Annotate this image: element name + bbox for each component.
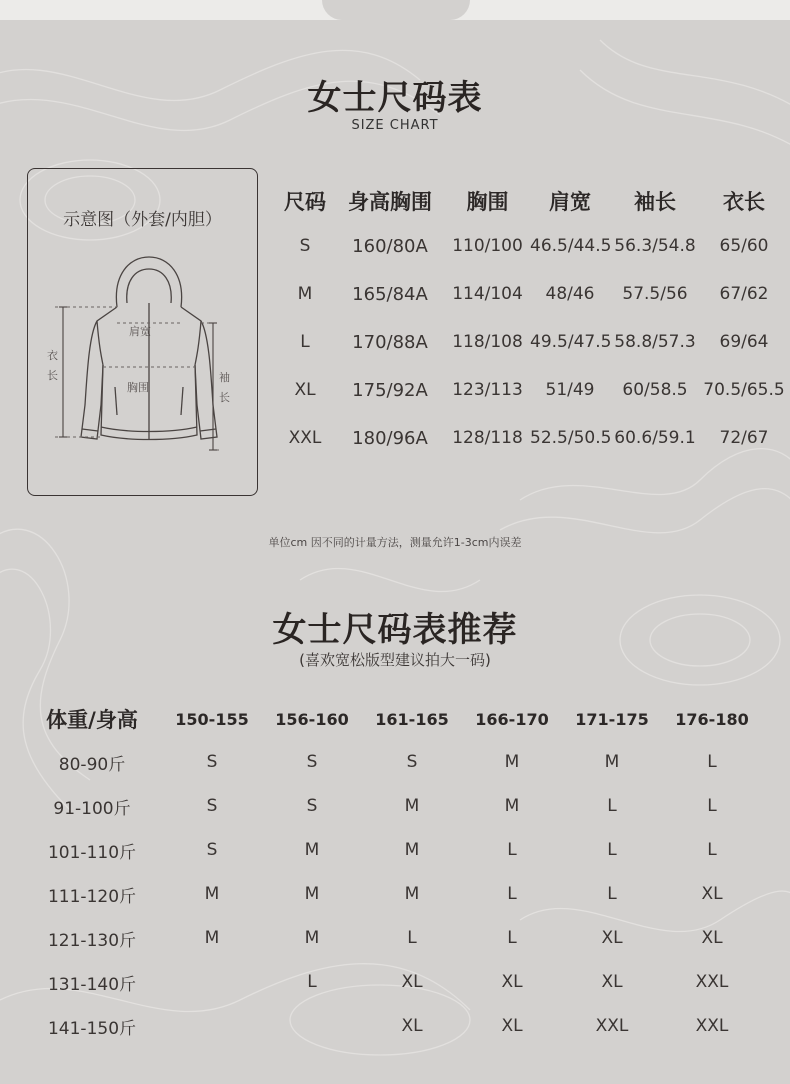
cell: 180/96A: [352, 427, 428, 449]
cell: XL: [401, 972, 423, 992]
chest-label: 胸围: [127, 381, 149, 394]
cell: 65/60: [719, 236, 769, 256]
cell: M: [204, 884, 220, 904]
cell: M: [204, 928, 220, 948]
cell: 51/49: [545, 380, 595, 400]
header-height-range: 150-155: [175, 709, 249, 729]
cell: M: [404, 840, 420, 860]
cell: 165/84A: [352, 283, 428, 305]
cell: S: [306, 752, 318, 772]
header-height-range: 176-180: [675, 709, 749, 729]
measurement-note: 单位cm 因不同的计量方法，测量允许1-3cm内误差: [268, 536, 522, 549]
cell: S: [299, 236, 311, 256]
cell: 60.6/59.1: [614, 428, 696, 448]
cell: L: [507, 928, 517, 948]
cell: 67/62: [719, 284, 769, 304]
cell: 69/64: [719, 332, 769, 352]
page-subtitle: SIZE CHART: [351, 118, 439, 133]
jacket-diagram: [37, 245, 252, 460]
cell: XXL: [595, 1016, 629, 1036]
cell: 58.8/57.3: [614, 332, 696, 352]
cell: L: [707, 752, 717, 772]
table-row: [22, 872, 790, 916]
header-sleeve: 袖长: [634, 190, 676, 214]
cell: 160/80A: [352, 235, 428, 257]
cell: 131-140斤: [47, 974, 137, 995]
cell: 48/46: [545, 284, 595, 304]
cell: XXL: [695, 1016, 729, 1036]
table-row: [22, 828, 790, 872]
table-row: [22, 916, 790, 960]
cell: L: [607, 884, 617, 904]
cell: S: [406, 752, 418, 772]
recommend-header: [22, 698, 790, 740]
cell: S: [206, 796, 218, 816]
cell: L: [307, 972, 317, 992]
table-row: [275, 222, 790, 270]
cell: 121-130斤: [47, 930, 137, 951]
cell: 60/58.5: [622, 380, 688, 400]
cell: XL: [501, 1016, 523, 1036]
table-row: [275, 270, 790, 318]
cell: S: [206, 752, 218, 772]
cell: M: [304, 928, 320, 948]
cell: M: [504, 796, 520, 816]
cell: 118/108: [452, 332, 523, 352]
cell: 170/88A: [352, 331, 428, 353]
cell: XXL: [288, 428, 322, 448]
sleeve-label-2: 长: [219, 391, 230, 404]
cell: 80-90斤: [58, 754, 126, 775]
size-chart-header: [275, 180, 790, 222]
header-height-range: 156-160: [275, 709, 349, 729]
cell: XXL: [695, 972, 729, 992]
header-height-range: 161-165: [375, 709, 449, 729]
cell: 56.3/54.8: [614, 236, 696, 256]
cell: L: [507, 840, 517, 860]
header-size: 尺码: [284, 190, 326, 214]
header-height-chest: 身高胸围: [348, 190, 432, 214]
cell: 114/104: [452, 284, 523, 304]
cell: M: [404, 796, 420, 816]
table-row: [22, 784, 790, 828]
cell: 49.5/47.5: [530, 332, 612, 352]
cell: M: [304, 840, 320, 860]
cell: S: [306, 796, 318, 816]
cell: 128/118: [452, 428, 523, 448]
cell: L: [607, 840, 617, 860]
cell: 141-150斤: [47, 1018, 137, 1039]
cell: 91-100斤: [53, 798, 131, 819]
cell: 110/100: [452, 236, 523, 256]
cell: M: [504, 752, 520, 772]
table-row: [22, 740, 790, 784]
cell: M: [297, 284, 313, 304]
cell: XL: [601, 928, 623, 948]
page-title: 女士尺码表: [307, 78, 483, 118]
cell: L: [607, 796, 617, 816]
length-label-2: 长: [47, 369, 58, 382]
cell: M: [404, 884, 420, 904]
header-shoulder: 肩宽: [549, 190, 591, 214]
header-length: 衣长: [723, 190, 765, 214]
cell: XL: [294, 380, 316, 400]
header-chest: 胸围: [466, 190, 509, 214]
table-row: [275, 414, 790, 462]
header-weight-height: 体重/身高: [46, 708, 138, 732]
cell: M: [304, 884, 320, 904]
recommend-title: 女士尺码表推荐: [272, 610, 518, 650]
diagram-label: 示意图（外套/内胆）: [63, 210, 222, 230]
recommend-table: [22, 698, 790, 1048]
cell: XL: [701, 884, 723, 904]
cell: 57.5/56: [622, 284, 688, 304]
cell: L: [707, 796, 717, 816]
cell: L: [300, 332, 310, 352]
cell: XL: [601, 972, 623, 992]
cell: 111-120斤: [47, 886, 137, 907]
header-height-range: 171-175: [575, 709, 649, 729]
cell: M: [604, 752, 620, 772]
length-label-1: 衣: [47, 349, 58, 362]
shoulder-label: 肩宽: [129, 325, 151, 338]
sleeve-label-1: 袖: [219, 371, 230, 384]
cell: 52.5/50.5: [530, 428, 612, 448]
cell: S: [206, 840, 218, 860]
header-height-range: 166-170: [475, 709, 549, 729]
table-row: [275, 366, 790, 414]
cell: 123/113: [452, 380, 523, 400]
recommend-subtitle: (喜欢宽松版型建议拍大一码): [299, 651, 491, 669]
cell: L: [407, 928, 417, 948]
cell: XL: [501, 972, 523, 992]
cell: L: [707, 840, 717, 860]
cell: L: [507, 884, 517, 904]
size-chart-table: [275, 180, 790, 462]
cell: XL: [701, 928, 723, 948]
table-row: [275, 318, 790, 366]
cell: 72/67: [719, 428, 769, 448]
cell: 101-110斤: [47, 842, 137, 863]
cell: 175/92A: [352, 379, 428, 401]
cell: 70.5/65.5: [703, 380, 785, 400]
top-tab: [322, 0, 470, 20]
table-row: [22, 960, 790, 1004]
table-row: [22, 1004, 790, 1048]
cell: XL: [401, 1016, 423, 1036]
cell: 46.5/44.5: [530, 236, 612, 256]
